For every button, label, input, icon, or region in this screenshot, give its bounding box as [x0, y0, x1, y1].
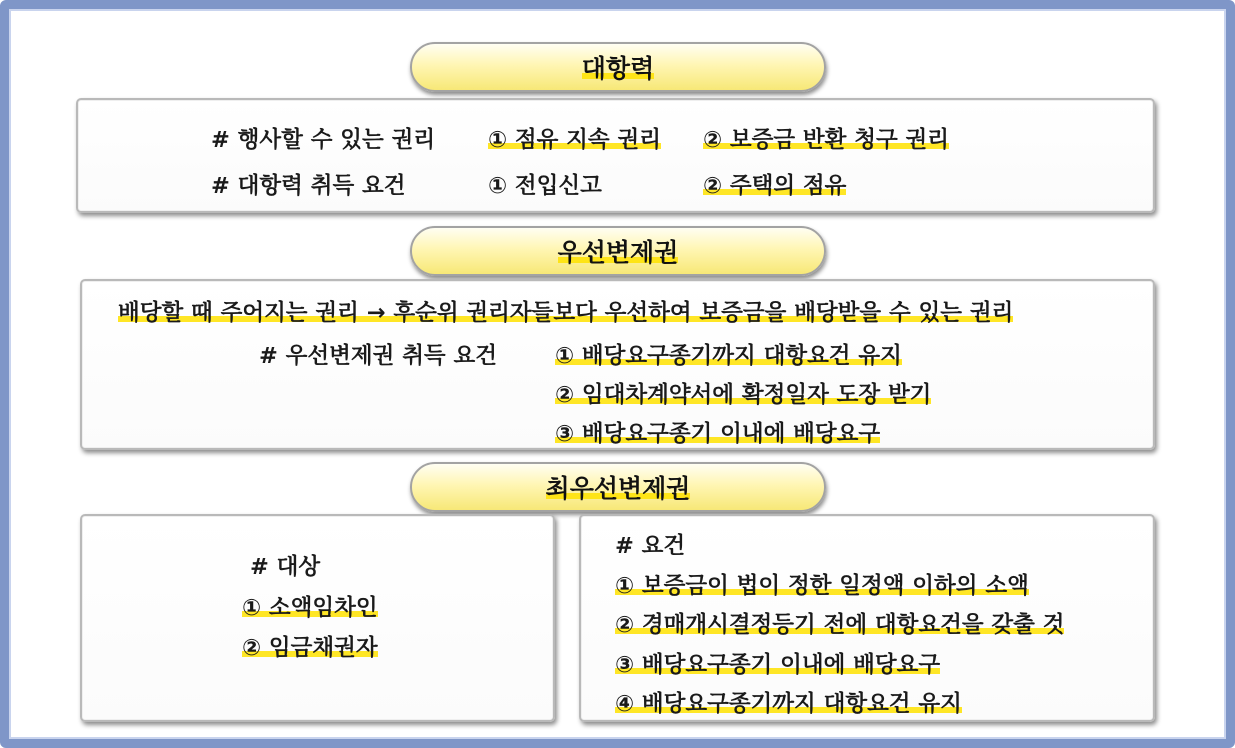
daehangryeok-row2-item1: ① 전입신고 — [488, 173, 602, 199]
title-pill-choiuseon — [410, 462, 826, 512]
useon-req-1: ① 배당요구종기까지 대항요건 유지 — [555, 338, 902, 370]
choiuseon-target-2: ② 임금채권자 — [242, 630, 378, 662]
section-title-choiuseon: 최우선변제권 — [546, 469, 691, 505]
choiuseon-cond-4: ④ 배당요구종기까지 대항요건 유지 — [615, 686, 962, 718]
useon-box — [80, 279, 1155, 450]
useon-req-2: ② 임대차계약서에 확정일자 도장 받기 — [555, 377, 931, 409]
choiuseon-cond-label: # 요건 — [615, 533, 686, 559]
choiuseon-cond-2: ② 경매개시결정등기 전에 대항요건을 갖출 것 — [615, 607, 1064, 639]
choiuseon-cond-box — [579, 514, 1155, 722]
useon-req-label: # 우선변제권 취득 요건 — [259, 343, 497, 369]
daehangryeok-row1-item1: ① 점유 지속 권리 — [488, 122, 661, 154]
daehangryeok-row2-item2: ② 주택의 점유 — [703, 168, 846, 200]
daehangryeok-row2-label: # 대항력 취득 요건 — [211, 173, 406, 199]
choiuseon-target-label: # 대상 — [250, 554, 321, 580]
daehangryeok-row1-item2: ② 보증금 반환 청구 권리 — [703, 122, 949, 154]
choiuseon-target-1: ① 소액임차인 — [242, 590, 378, 622]
choiuseon-cond-3: ③ 배당요구종기 이내에 배당요구 — [615, 647, 940, 679]
choiuseon-target-box — [80, 514, 555, 722]
section-title-useon: 우선변제권 — [558, 233, 679, 269]
title-pill-daehangryeok — [410, 42, 826, 92]
section-title-daehangryeok: 대항력 — [582, 49, 654, 85]
daehangryeok-row1-label: # 행사할 수 있는 권리 — [211, 127, 436, 153]
useon-definition: 배당할 때 주어지는 권리 → 후순위 권리자들보다 우선하여 보증금을 배당받을 수 있는 권리 — [118, 295, 1013, 327]
daehangryeok-box — [76, 98, 1155, 213]
useon-req-3: ③ 배당요구종기 이내에 배당요구 — [555, 416, 880, 448]
choiuseon-cond-1: ① 보증금이 법이 정한 일정액 이하의 소액 — [615, 568, 1029, 600]
title-pill-useon — [410, 226, 826, 276]
